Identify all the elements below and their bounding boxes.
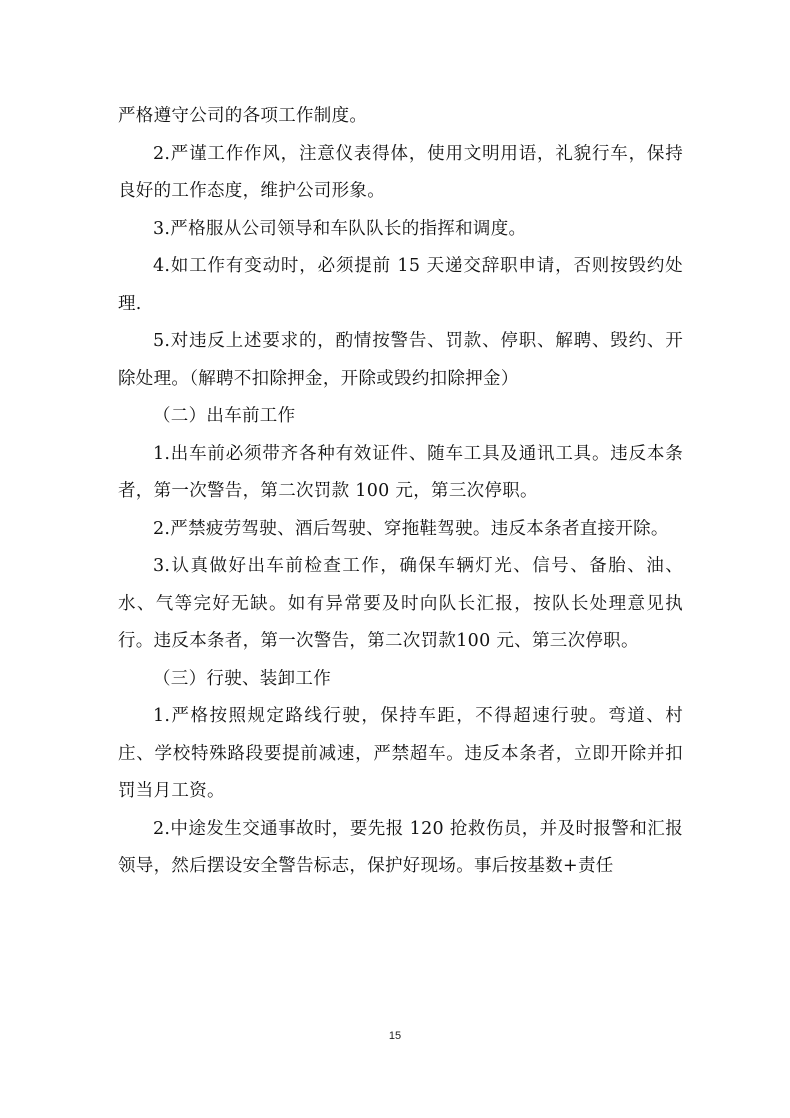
paragraph-pre-departure-1: 1.出车前必须带齐各种有效证件、随车工具及通讯工具。违反本条者，第一次警告，第二次罚款 100 元，第三次停职。 bbox=[118, 443, 683, 501]
paragraph-continuation: 严格遵守公司的各项工作制度。 bbox=[118, 106, 368, 126]
paragraph-item-4-resignation: 4.如工作有变动时，必须提前 15 天递交辞职申请，否则按毁约处理. bbox=[118, 256, 683, 314]
document-body bbox=[118, 98, 683, 886]
section-heading-driving-loading: （三）行驶、装卸工作 bbox=[153, 668, 331, 689]
paragraph-item-3-obey-dispatch: 3.严格服从公司领导和车队队长的指挥和调度。 bbox=[153, 218, 527, 239]
section-heading-pre-departure: （二）出车前工作 bbox=[153, 406, 296, 426]
paragraph-item-5-penalties: 5.对违反上述要求的，酌情按警告、罚款、停职、解聘、毁约、开除处理。（解聘不扣除押金，开除或毁约扣除押金） bbox=[118, 331, 683, 389]
paragraph-driving-2: 2.中途发生交通事故时，要先报 120 抢救伤员，并及时报警和汇报领导，然后摆设安全警告标志，保护好现场。事后按基数+责任 bbox=[118, 818, 683, 876]
paragraph-item-2-work-style: 2.严谨工作作风，注意仪表得体，使用文明用语，礼貌行车，保持良好的工作态度，维护公司形象。 bbox=[118, 143, 683, 201]
paragraph-driving-1: 1.严格按照规定路线行驶，保持车距，不得超速行驶。弯道、村庄、学校特殊路段要提前减速，严禁超车。违反本条者，立即开除并扣罚当月工资。 bbox=[118, 706, 683, 801]
page-number: 15 bbox=[388, 1030, 402, 1042]
paragraph-pre-departure-3: 3.认真做好出车前检查工作，确保车辆灯光、信号、备胎、油、水、气等完好无缺。如有异常要及时向队长汇报，按队长处理意见执行。违反本条者，第一次警告，第二次罚款100 元、第三次停职。 bbox=[118, 556, 683, 651]
paragraph-pre-departure-2: 2.严禁疲劳驾驶、酒后驾驶、穿拖鞋驾驶。违反本条者直接开除。 bbox=[153, 518, 669, 539]
